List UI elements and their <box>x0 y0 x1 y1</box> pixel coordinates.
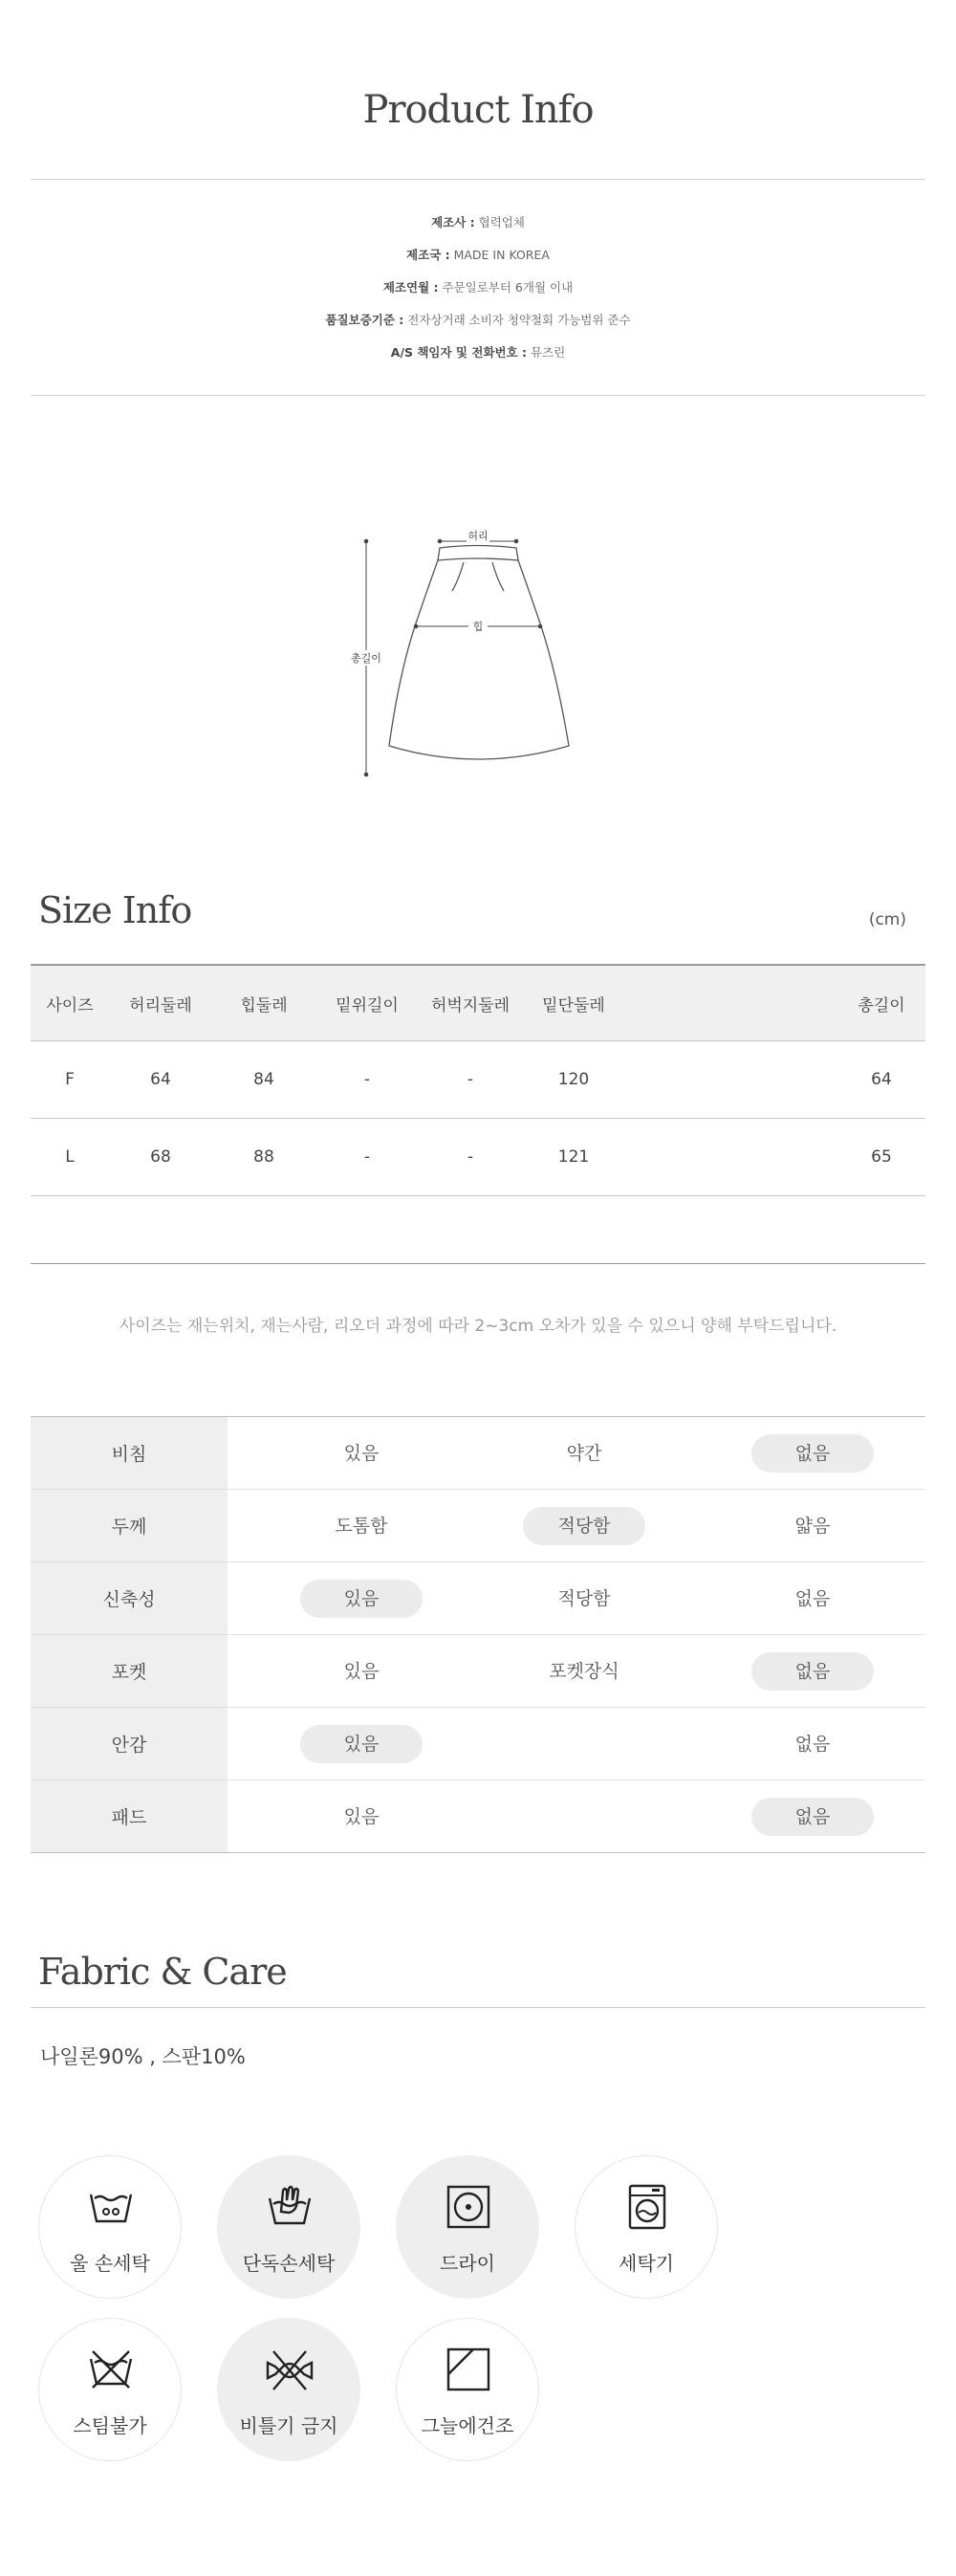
care-hand-wash: 단독손세탁 <box>217 2155 360 2299</box>
attribute-row-pad: 패드 있음 없음 <box>31 1780 925 1853</box>
column-header: 총길이 <box>837 965 925 1041</box>
column-header: 허벅지둘레 <box>419 965 522 1041</box>
info-row-warranty: 품질보증기준 : 전자상거래 소비자 청약철회 가능범위 준수 <box>325 313 631 327</box>
care-washing-machine: 세탁기 <box>575 2155 718 2299</box>
length-label: 총길이 <box>351 652 381 665</box>
size-table-header <box>31 965 925 1041</box>
unit-label: (cm) <box>868 910 906 929</box>
spacer <box>625 965 837 1041</box>
option-selected: 있음 <box>300 1725 423 1763</box>
option: 포켓장식 <box>549 1661 619 1682</box>
option-selected: 적당함 <box>523 1507 645 1545</box>
dry-clean-icon <box>445 2183 492 2231</box>
care-no-wring: 비틀기 금지 <box>217 2318 360 2461</box>
attribute-row-thickness: 두께 도톰함 적당함 얇음 <box>31 1490 925 1562</box>
product-info-list <box>0 207 956 369</box>
option: 있음 <box>343 1443 380 1464</box>
info-row-manufacturer: 제조사 : 협력업체 <box>431 215 525 229</box>
column-header: 힙둘레 <box>212 965 315 1041</box>
hip-label: 힙 <box>472 621 484 633</box>
size-info-title: Size Info <box>38 889 192 931</box>
column-header: 밑위길이 <box>315 965 419 1041</box>
skirt-size-diagram <box>339 524 617 801</box>
washing-machine-icon <box>623 2183 671 2231</box>
column-header: 사이즈 <box>31 965 109 1041</box>
wool-wash-icon <box>87 2183 135 2231</box>
divider <box>31 2007 925 2008</box>
option-selected: 있음 <box>300 1580 423 1618</box>
attribute-row-lining: 안감 있음 없음 <box>31 1708 925 1780</box>
info-row-date: 제조연월 : 주문일로부터 6개월 이내 <box>382 280 574 295</box>
table-row: F 64 84 - - 120 64 <box>31 1041 925 1119</box>
divider <box>31 1263 925 1264</box>
size-note: 사이즈는 재는위치, 재는사람, 리오더 과정에 따라 2~3cm 오차가 있을 수 있으니 양해 부탁드립니다. <box>119 1317 837 1336</box>
option: 도톰함 <box>335 1516 388 1537</box>
shade-dry-icon <box>445 2346 492 2393</box>
option-selected: 없음 <box>751 1798 874 1836</box>
column-header: 허리둘레 <box>109 965 212 1041</box>
care-wool-wash: 울 손세탁 <box>38 2155 182 2299</box>
attribute-row-pocket: 포켓 있음 포켓장식 없음 <box>31 1635 925 1708</box>
option: 있음 <box>343 1661 380 1682</box>
no-steam-icon <box>87 2346 135 2393</box>
size-table <box>31 964 925 1196</box>
info-row-as-contact: A/S 책임자 및 전화번호 : 뮤즈린 <box>390 345 566 360</box>
option: 적당함 <box>557 1588 611 1609</box>
care-no-steam: 스팀불가 <box>38 2318 182 2461</box>
care-shade-dry: 그늘에건조 <box>396 2318 539 2461</box>
option: 없음 <box>794 1588 831 1609</box>
option-selected: 없음 <box>751 1652 874 1691</box>
attribute-row-sheer: 비침 있음 약간 없음 <box>31 1417 925 1490</box>
info-row-country: 제조국 : MADE IN KOREA <box>406 248 550 262</box>
fabric-composition: 나일론90% , 스판10% <box>40 2045 246 2068</box>
option: 얇음 <box>794 1516 831 1537</box>
divider <box>31 395 925 396</box>
divider <box>31 179 925 180</box>
product-info-title: Product Info <box>362 88 594 132</box>
table-row: L 68 88 - - 121 65 <box>31 1119 925 1196</box>
fabric-care-title: Fabric & Care <box>38 1951 287 1993</box>
option: 약간 <box>566 1443 602 1464</box>
option-selected: 없음 <box>751 1434 874 1473</box>
waist-label: 허리 <box>467 530 489 542</box>
no-wring-icon <box>266 2346 314 2393</box>
care-dry-clean: 드라이 <box>396 2155 539 2299</box>
column-header: 밑단둘레 <box>522 965 625 1041</box>
attribute-table <box>31 1416 925 1853</box>
hand-wash-icon <box>266 2183 314 2231</box>
option: 있음 <box>343 1806 380 1827</box>
attribute-row-stretch: 신축성 있음 적당함 없음 <box>31 1562 925 1635</box>
option: 없음 <box>794 1734 831 1755</box>
